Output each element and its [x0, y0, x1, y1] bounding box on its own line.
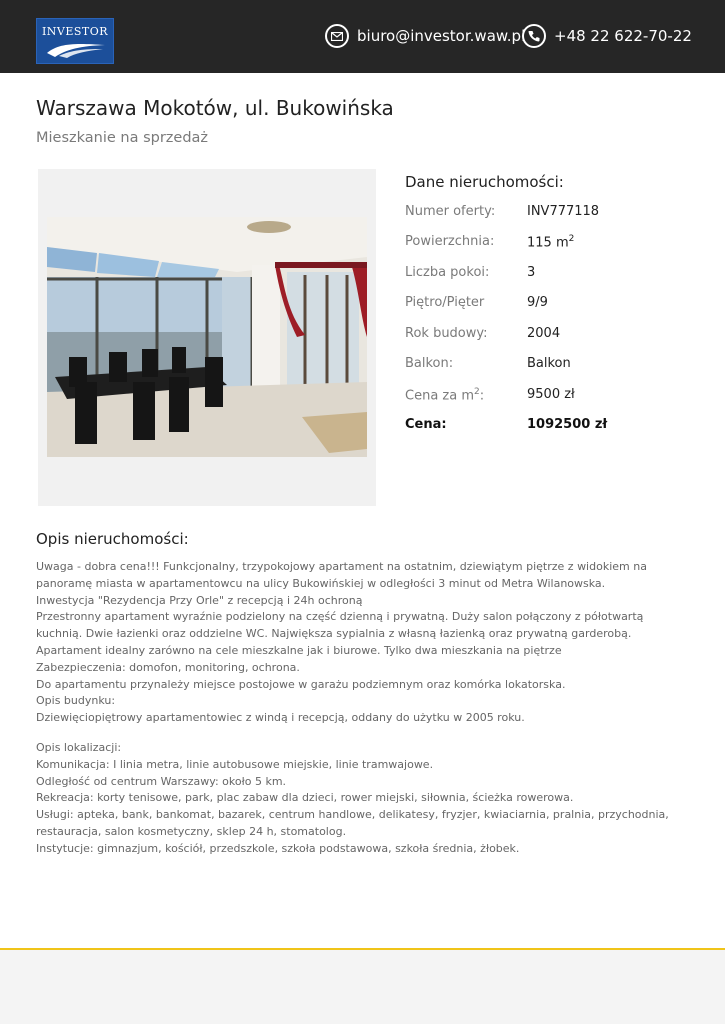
detail-value: 9500 zł	[527, 387, 575, 402]
location-line: restauracja, salon kosmetyczny, sklep 24 h, stomatolog.	[36, 824, 347, 838]
detail-label: Piętro/Pięter	[405, 295, 485, 310]
detail-label: Rok budowy:	[405, 326, 488, 341]
detail-label: Balkon:	[405, 356, 454, 371]
detail-value: INV777118	[527, 204, 600, 219]
phone-contact[interactable]	[522, 23, 692, 49]
phone-number[interactable]: +48 22 622-70-22	[554, 27, 692, 45]
description-line: Przestronny apartament wyraźnie podzielony na część dzienną i prywatną. Duży salon połączony z półotwartą	[36, 610, 644, 624]
description-line: Zabezpieczenia: domofon, monitoring, ochrona.	[36, 660, 300, 674]
description-line: kuchnią. Dwie łazienki oraz oddzielne WC. Największa sypialnia z własną łazienką oraz prywatną garderobą.	[36, 627, 632, 641]
detail-label: Liczba pokoi:	[405, 265, 490, 280]
description-line: Opis budynku:	[36, 694, 116, 708]
investor-logo[interactable]	[36, 18, 114, 64]
location-line: Usługi: apteka, bank, bankomat, bazarek, centrum handlowe, delikatesy, fryzjer, kwiaciarnia, pralnia, przychodnia,	[36, 808, 669, 822]
location-line: Opis lokalizacji:	[36, 741, 122, 754]
phone-icon	[522, 24, 546, 48]
description-line: Dziewięciopiętrowy apartamentowiec z windą i recepcją, oddany do użytku w 2005 roku.	[36, 711, 525, 725]
envelope-icon	[325, 24, 349, 48]
detail-label: Powierzchnia:	[405, 234, 495, 249]
page-header	[0, 0, 725, 73]
description-line: Do apartamentu przynależy miejsce postojowe w garażu podziemnym oraz komórka lokatorska.	[36, 677, 566, 691]
location-text	[36, 740, 686, 858]
photo-frame	[38, 169, 376, 506]
location-line: Komunikacja: I linia metra, linie autobusowe miejskie, linie tramwajowe.	[36, 757, 434, 771]
description-line: Inwestycja "Rezydencja Przy Orle" z recepcją i 24h ochroną	[36, 593, 363, 607]
logo-text: INVESTOR	[41, 25, 109, 38]
detail-value: 9/9	[527, 295, 548, 310]
listing-subtitle: Mieszkanie na sprzedaż	[36, 130, 209, 146]
email-address[interactable]: biuro@investor.waw.pl	[357, 27, 526, 45]
location-line: Odległość od centrum Warszawy: około 5 km.	[36, 774, 287, 788]
email-contact[interactable]	[325, 23, 525, 49]
location-line: Rekreacja: korty tenisowe, park, plac zabaw dla dzieci, rower miejski, siłownia, ścieżka rowerowa.	[36, 791, 574, 805]
page-footer	[0, 950, 725, 1024]
detail-value: 3	[527, 265, 536, 280]
interior-photo-illustration	[47, 217, 367, 457]
details-heading: Dane nieruchomości:	[405, 173, 564, 191]
logo-wave-icon	[45, 39, 107, 59]
property-photo[interactable]	[47, 217, 367, 457]
description-line: Apartament idealny zarówno na cele mieszkalne jak i biurowe. Tylko dwa mieszkania na piętrze	[36, 643, 562, 657]
description-line: panoramę miasta w apartamentowcu na ulicy Bukowińskiej w odległości 3 minut od Metra Wilanowska.	[36, 576, 606, 590]
listing-title: Warszawa Mokotów, ul. Bukowińska	[36, 96, 394, 120]
price-value: 1092500 zł	[527, 417, 608, 432]
detail-value: 115 $m^2$	[527, 234, 575, 251]
detail-value: 2004	[527, 326, 561, 341]
location-line: Instytucje: gimnazjum, kościół, przedszkole, szkoła podstawowa, szkoła średnia, żłobek.	[36, 841, 520, 855]
detail-label: Cena za $m^2$:	[405, 387, 485, 404]
description-heading: Opis nieruchomości:	[36, 530, 189, 548]
description-text	[36, 559, 686, 727]
detail-label: Numer oferty:	[405, 204, 496, 219]
detail-value: Balkon	[527, 356, 571, 371]
detail-label: Cena:	[405, 417, 447, 432]
description-line: Uwaga - dobra cena!!! Funkcjonalny, trzypokojowy apartament na ostatnim, dziewiątym piętrze z widokiem na	[36, 560, 647, 573]
